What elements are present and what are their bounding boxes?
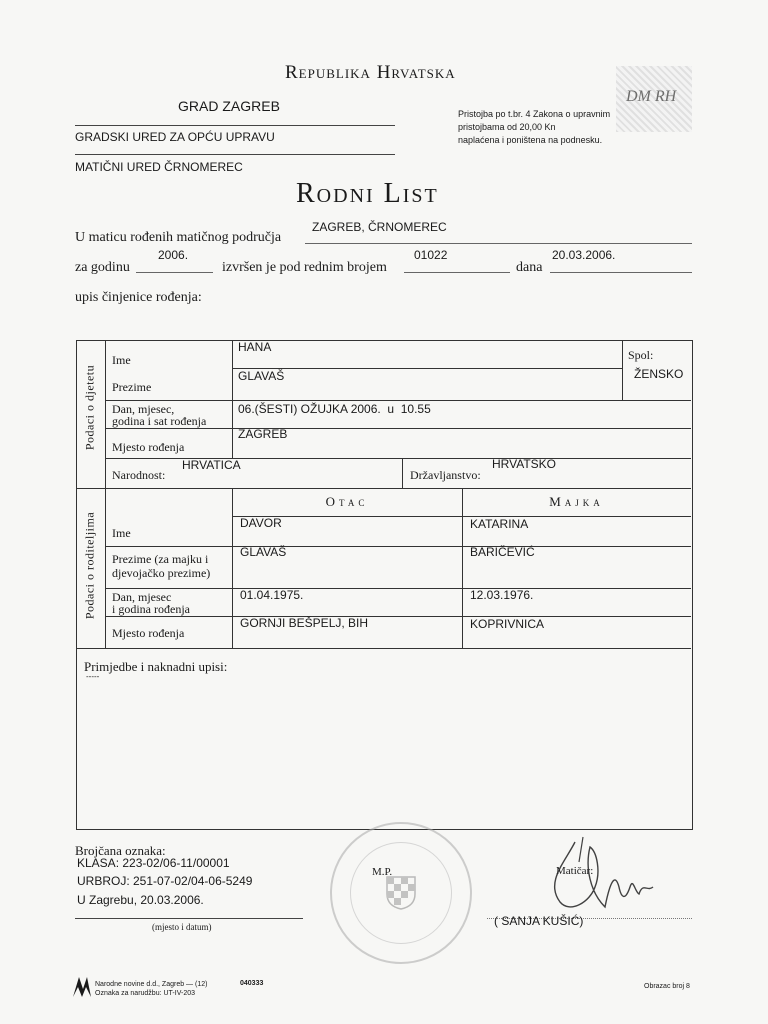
reference-label: Brojčana oznaka: — [75, 843, 166, 858]
mother-dob-value: 12.03.1976. — [470, 588, 534, 602]
city-label: GRAD ZAGREB — [178, 98, 280, 114]
fee-stamp — [616, 66, 692, 132]
child-sex-label: Spol: — [628, 348, 654, 362]
registry-office-label: MATIČNI URED ČRNOMEREC — [75, 160, 243, 174]
mother-surname-value: BARIČEVIĆ — [470, 545, 535, 559]
citizenship-divider — [402, 458, 403, 488]
child-citizenship-value: HRVATSKO — [492, 457, 557, 471]
official-seal — [330, 822, 472, 964]
remarks-label: Primjedbe i naknadni upisi: — [84, 659, 228, 674]
print-code: 040333 — [240, 980, 264, 987]
child-pob-label: Mjesto rođenja — [112, 440, 185, 454]
place-date-line — [75, 918, 303, 919]
parents-row-line-3 — [105, 616, 691, 617]
parents-section-end — [76, 648, 691, 649]
mp-label: M.P. — [372, 866, 393, 878]
child-row-line-1 — [232, 368, 622, 369]
place-date-value: U Zagrebu, 20.03.2006. — [77, 893, 204, 907]
registry-area-label: U maticu rođenih matičnog područja — [75, 230, 282, 245]
father-name-value: DAVOR — [240, 516, 282, 530]
child-row-line-3 — [105, 428, 691, 429]
registry-day-line — [550, 272, 692, 273]
child-nationality-value: HRVATICA — [182, 458, 241, 472]
parents-name-label: Ime — [112, 526, 131, 540]
registry-area-value: ZAGREB, ČRNOMEREC — [312, 220, 447, 234]
father-mother-divider — [462, 488, 463, 648]
parents-dob-label-1: Dan, mjesec — [112, 590, 172, 604]
parents-label-divider — [232, 488, 233, 648]
fee-line-1: Pristojba po t.br. 4 Zakona o upravnim — [458, 109, 611, 119]
klasa-value: KLASA: 223-02/06-11/00001 — [77, 856, 230, 870]
parents-row-line-1 — [105, 546, 691, 547]
child-nationality-label: Narodnost: — [112, 468, 166, 482]
registry-day-label: dana — [516, 260, 543, 275]
parents-header-line — [232, 516, 691, 517]
registry-year-line — [136, 272, 213, 273]
parents-section-label: Podaci o roditeljima — [82, 511, 97, 620]
father-surname-value: GLAVAŠ — [240, 545, 287, 559]
parents-surname-label-2: djevojačko prezime) — [112, 566, 211, 580]
place-date-caption: (mjesto i datum) — [152, 922, 212, 932]
child-pob-value: ZAGREB — [238, 427, 288, 441]
stamp-mark: DM RH — [626, 88, 677, 105]
child-row-line-2 — [105, 400, 691, 401]
child-dob-label-2: godina i sat rođenja — [112, 414, 207, 428]
form-number: Obrazac broj 8 — [644, 983, 690, 990]
registrar-signature-icon — [535, 832, 665, 922]
city-underline — [75, 125, 395, 126]
child-surname-label: Prezime — [112, 380, 152, 394]
document-title: Rodni List — [296, 178, 439, 209]
child-citizenship-label: Državljanstvo: — [410, 468, 481, 482]
urbroj-value: URBROJ: 251-07-02/04-06-5249 — [77, 874, 253, 888]
mother-name-value: KATARINA — [470, 517, 529, 531]
publisher-line-2: Oznaka za narudžbu: UT-IV-203 — [95, 990, 195, 997]
fee-line-2: pristojbama od 20,00 Kn — [458, 122, 556, 132]
office-underline — [75, 154, 395, 155]
publisher-logo-icon — [72, 976, 92, 998]
child-dob-value: 06.(ŠESTI) OŽUJKA 2006. u 10.55 — [238, 402, 431, 416]
registry-entry-line — [404, 272, 510, 273]
sex-divider — [622, 340, 623, 400]
registry-year-value: 2006. — [158, 248, 189, 262]
coat-of-arms-icon — [386, 876, 416, 910]
facts-label: upis činjenice rođenja: — [75, 290, 202, 305]
father-dob-value: 01.04.1975. — [240, 588, 304, 602]
fee-text — [458, 108, 610, 147]
publisher-info — [95, 980, 207, 998]
child-sex-value: ŽENSKO — [634, 367, 684, 381]
remarks-value: ----- — [86, 672, 100, 681]
fee-line-3: naplaćena i poništena na podnesku. — [458, 135, 603, 145]
registry-area-line — [305, 243, 692, 244]
registrar-name: ( SANJA KUŠIĆ) — [494, 914, 584, 928]
parents-surname-label-1: Prezime (za majku i — [112, 552, 209, 566]
section-column-divider — [105, 340, 106, 648]
parents-pob-label: Mjesto rođenja — [112, 626, 185, 640]
publisher-line-1: Narodne novine d.d., Zagreb — (12) — [95, 981, 208, 988]
father-pob-value: GORNJI BEŠPELJ, BIH — [240, 616, 369, 630]
registry-day-value: 20.03.2006. — [552, 248, 616, 262]
registry-entry-value: 01022 — [414, 248, 448, 262]
mother-pob-value: KOPRIVNICA — [470, 617, 545, 631]
registry-entry-label: izvršen je pod rednim brojem — [222, 260, 387, 275]
office-label: GRADSKI URED ZA OPĆU UPRAVU — [75, 130, 275, 144]
registry-year-label: za godinu — [75, 260, 130, 275]
child-label-divider — [232, 340, 233, 458]
parents-row-line-2 — [105, 588, 691, 589]
child-dob-label-1: Dan, mjesec, — [112, 402, 175, 416]
child-name-value: HANA — [238, 340, 272, 354]
parents-dob-label-2: i godina rođenja — [112, 602, 190, 616]
child-section-label: Podaci o djetetu — [82, 364, 97, 451]
child-name-label: Ime — [112, 353, 131, 367]
father-header: Otac — [325, 494, 369, 509]
mother-header: Majka — [549, 494, 604, 509]
republic-title: Republika Hrvatska — [285, 62, 456, 83]
child-section-end — [76, 488, 691, 489]
child-surname-value: GLAVAŠ — [238, 369, 285, 383]
registrar-label: Matičar: — [556, 865, 594, 877]
